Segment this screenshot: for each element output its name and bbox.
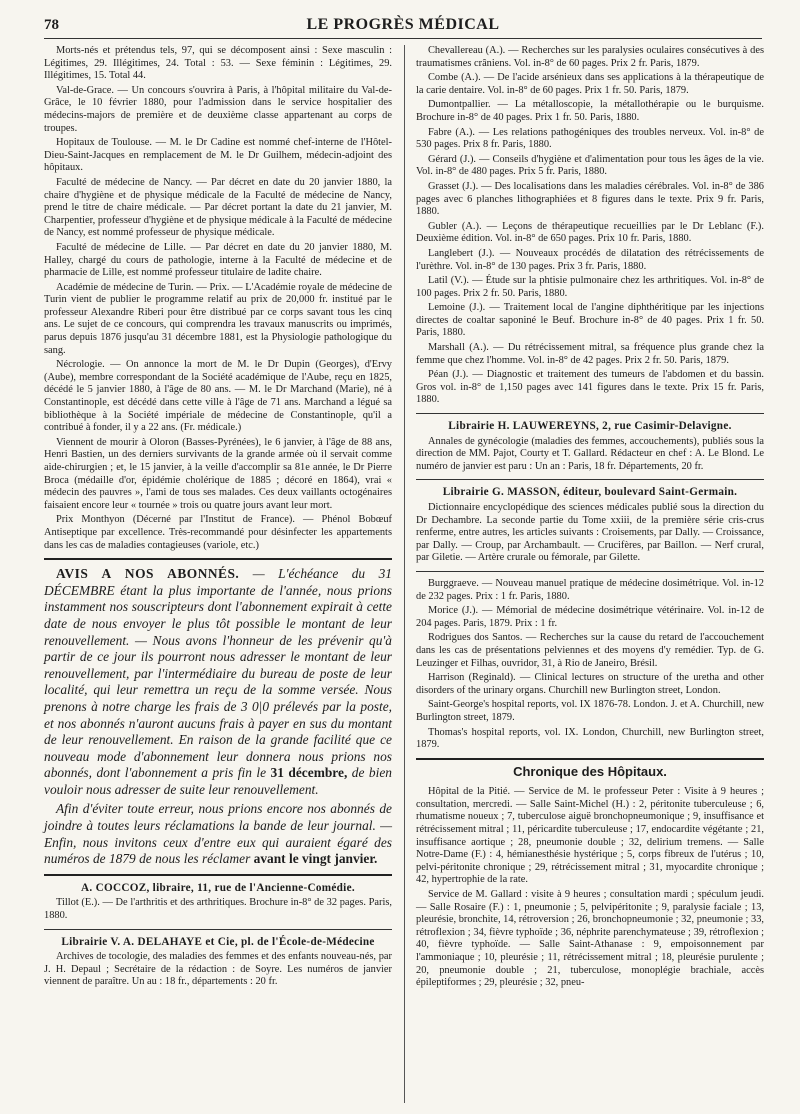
book-listing: Gubler (A.). — Leçons de thérapeutique recueillies par le Dr Leblanc (F.). Deuxième édition. Vol. in-8° de 650 pages. Prix 10 fr. Paris, 1880. <box>416 220 764 245</box>
book-listing: Morice (J.). — Mémorial de médecine dosimétrique vétérinaire. Vol. in-12 de 204 pages. Paris, 1879. Prix : 1 fr. <box>416 605 764 629</box>
book-listing: Burggraeve. — Nouveau manuel pratique de médecine dosimétrique. Vol. in-12 de 232 pages. Prix : 1 fr. Paris, 1880. <box>416 577 764 602</box>
ad-phenol-bobœuf: Prix Monthyon (Décerné par l'Institut de France). — Phénol Bobœuf Antiseptique par excellence. Très-recommandé pour désinfecter les appartements dans les cas de maladies contagieuses (variole, etc.) <box>44 514 392 551</box>
hospital-chronicle-gallard: Service de M. Gallard : visite à 9 heures ; consultation mardi ; spéculum jeudi. — Salle Rosaire (F.) : 1, pneumonie ; 5, pelvipéritonite ; 9, paralysie faciale ; 13, pleurésie, bronchite, 14, rétroversion ; 26, bronchopneumonie ; 32, pneumonie ; 33, rétroflexion ; 34, fièvre typhoïde ; 36, néphrite parenchymateuse ; 39, rétroflexion ; 40, fièvre typhoïde. — Salle Saint-Athanase : 9, empoisonnement par l'ammoniaque ; 10, pleurésie ; 11, rétrécissement mitral ; 18, pleurésie purulente ; 20, pneumonie double ; 21, tuberculose, monoplégie brachiale, accès épileptiformes ; 29, pleurésie ; 32, pneu- <box>416 889 764 989</box>
section-rule <box>416 571 764 572</box>
bookseller-delahaye: Librairie V. A. DELAHAYE et Cie, pl. de l'École-de-Médecine <box>61 935 375 948</box>
column-divider <box>404 45 405 1103</box>
news-nancy: Faculté de médecine de Nancy. — Par décret en date du 20 janvier 1880, la chaire d'hygiène et de physique médicale de la Faculté de médecine de Nancy, prend le titre de chaire médicale. — Par décret portant la date du 21 janvier, M. Charpentier, professeur d'hygiène et de physique médicale à la Faculté de médecine de Nancy, est nommé professeur de physique médicale. <box>44 176 392 239</box>
book-listing: Marshall (A.). — Du rétrécissement mitral, sa fréquence plus grande chez la femme que chez l'homme. Vol. in-8° de 42 pages. Prix 2 fr. 50. Paris, 1879. <box>416 342 764 366</box>
right-column <box>416 45 764 992</box>
book-listing: Thomas's hospital reports, vol. IX. London, Churchill, new Burlington street, 1879. <box>416 726 764 751</box>
notice-deadline-2: avant le vingt janvier. <box>253 851 378 867</box>
book-listing: Rodrigues dos Santos. — Recherches sur la cause du retard de l'accouchement dans les cas de présentations pelviennes et des moyens d'y remédier. Typ. de G. Leuzinger et Filhas, ouvridor, 31, à Rio de Janeiro, Brésil. <box>416 632 764 669</box>
page-header <box>44 14 762 39</box>
book-listing: Harrison (Reginald). — Clinical lectures on structure of the uretha and other disorders of the urinary organs. Churchill new Burlington street, London. <box>416 672 764 696</box>
book-listing: Lemoine (J.). — Traitement local de l'angine diphthéritique par les injections directes de coaltar saponiné le Beuf. Brochure in-8° de 40 pages. Prix 1 fr. 50. Paris, 1880. <box>416 302 764 339</box>
book-listing: Saint-George's hospital reports, vol. IX 1876-78. London. J. et A. Churchill, new Burlington street, 1879. <box>416 699 764 723</box>
hospital-chronicle-title: Chronique des Hôpitaux. <box>513 763 667 779</box>
bookseller-masson: Librairie G. MASSON, éditeur, boulevard Saint-Germain. <box>442 486 738 499</box>
section-rule <box>44 558 392 560</box>
notice-title: AVIS A NOS ABONNÉS. <box>56 566 240 582</box>
book-listing: Dictionnaire encyclopédique des sciences médicales publié sous la direction du Dr Dechambre. La seconde partie du Tome xxiii, de la première série cris-crus renferme, entre autres, les articles suivants : Croisements, par Dally. — Croissance, par Dally. — Croup, par Archambault. — Crucifères, par Baillon. — Nerf crural, par Giletie. — Artère crurale ou fémorale, par Gilette. <box>416 502 764 564</box>
notice-body-2: Afin d'éviter toute erreur, nous prions encore nos abonnés de joindre à toutes leurs réclamations la bande de leur journal. — Enfin, nous invitons ceux d'entre eux qui auraient égaré des numéros de 1879 de nous les réclamer <box>44 801 392 867</box>
page-number: 78 <box>44 17 59 33</box>
book-listing: Latil (V.). — Étude sur la phtisie pulmonaire chez les arthritiques. Vol. in-8° de 100 pages. Prix 2 fr. 50. Paris, 1880. <box>416 275 764 299</box>
hospital-chronicle-pitie: Hôpital de la Pitié. — Service de M. le professeur Peter : Visite à 9 heures ; consultation, mercredi. — Salle Saint-Michel (H.) : 2, péritonite tuberculeuse ; 6, rhumatisme noueux ; 7, tuberculose aiguë bronchopneumonique ; 9, insuffisance et rétrécissement mitral ; 11, péricardite tuberculeuse ; 17, endocardite végétante ; 21, insuffisance aortique ; 28, pneumonie double ; 32, delirium tremens. — Salle Notre-Dame (F.) : 4, hémianesthésie hystérique ; 5, corps fibreux de l'utérus ; 10, pelvi-péritonite chronique ; 29, rétrécissement mitral ; 31, myocardite chronique ; 42, hypertrophie de la rate. <box>416 786 764 886</box>
left-column <box>44 45 392 991</box>
columns <box>44 45 762 1105</box>
notice-deadline: 31 décembre, <box>270 765 348 781</box>
bookseller-lauwereyns: Librairie H. LAUWEREYNS, 2, rue Casimir-Delavigne. <box>448 420 732 433</box>
book-listing: Grasset (J.). — Des localisations dans les maladies cérébrales. Vol. in-8° de 386 pages avec 6 planches lithographiées et 8 figures dans le texte. Prix 9 fr. Paris, 1880. <box>416 180 764 218</box>
bookseller-coccoz: A. COCCOZ, libraire, 11, rue de l'Ancienne-Comédie. <box>81 881 355 894</box>
book-listing: Tillot (E.). — De l'arthritis et des arthritiques. Brochure in-8° de 32 pages. Paris, 1880. <box>44 897 392 922</box>
book-listing: Gérard (J.). — Conseils d'hygiène et d'alimentation pour tous les âges de la vie. Vol. in-8° de 480 pages. Prix 5 fr. Paris, 1880. <box>416 153 764 178</box>
book-listing: Langlebert (J.). — Nouveaux procédés de dilatation des rétrécissements de l'urèthre. Vol. in-8° de 130 pages. Prix 3 fr. Paris, 1880. <box>416 247 764 272</box>
news-stillbirths: Morts-nés et prétendus tels, 97, qui se décomposent ainsi : Sexe masculin : Légitimes, 29. Illégitimes, 24. Total : 53. — Sexe féminin : Légitimes, 29. Illégitimes, 15. Total 44. <box>44 45 392 82</box>
book-listing: Péan (J.). — Diagnostic et traitement des tumeurs de l'abdomen et du bassin. Gros vol. in-8° de 1,150 pages avec 141 figures dans le texte. Prix 15 fr. Paris, 1880. <box>416 369 764 406</box>
news-oloron: Viennent de mourir à Oloron (Basses-Pyrénées), le 6 janvier, à l'âge de 88 ans, Henri Bastien, un des derniers survivants de la grande armée où il servait comme aide-chirurgien ; et, le 15 janvier, à la veille d'accomplir sa 81e année, le Dr Pierre Broca (médaille d'or, épidémie cholérique de 1885 ; décoré en 1864), vrai « médecin des pauvres », l'ami de tous ses malades. Ces deux vaillants octogénaires faisaient encore leur « tournée » trois ou quatre jours avant leur mort. <box>44 436 392 511</box>
section-rule <box>44 874 392 876</box>
news-toulouse: Hopitaux de Toulouse. — M. le Dr Cadine est nommé chef-interne de l'Hôtel-Dieu-Saint-Jacques en remplacement de M. le Dr Guilhem, médecin-adjoint des hôpitaux. <box>44 137 392 174</box>
notice-body-1: — L'échéance du 31 DÉCEMBRE étant la plus importante de l'année, nous prions instamment nos souscripteurs dont l'abonnement expirait à cette date de nous envoyer le plus tôt possible le montant de leur renouvellement. — Nous avons l'honneur de les prévenir qu'à partir de ce jour ils pourront nous adresser le montant de leur renouvellement, par l'intermédiaire du bureau de poste de leur localité, qui leur remettra un reçu de la somme versée. Nous prenons à notre charge les frais de 3 0|0 prélevés par la poste, et nos abonnés n'auront aucuns frais à payer en sus du montant de leur renouvellement. En raison de la grande facilité que ce nouveau mode d'abonnement leur donnera nous prions nos abonnés, dont l'abonnement a pris fin le <box>44 566 392 781</box>
subscriber-notice <box>44 566 392 868</box>
journal-title: LE PROGRÈS MÉDICAL <box>306 16 500 33</box>
book-listing: Annales de gynécologie (maladies des femmes, accouchements), publiés sous la direction de MM. Pajot, Courty et T. Gallard. Rédacteur en chef : A. Le Blond. Le numéro de janvier est paru : Un an : Paris, 18 fr. Départements, 20 fr. <box>416 435 764 472</box>
news-turin: Académie de médecine de Turin. — Prix. — L'Académie royale de médecine de Turin vient de publier le programme relatif au prix de 20,000 fr. institué par le professeur Alexandre Riberi pour être distribué par ce corps savant tous les cinq ans. Le sujet de ce concours, qui comprendra les travaux manuscrits ou imprimés, parus depuis 1876 jusqu'au 31 décembre 1881, est la Physiologie pathologique du sang. <box>44 281 392 356</box>
notice-body-1-end: de bien vouloir nous adresser de suite leur renouvellement. <box>44 765 392 797</box>
news-val-de-grace: Val-de-Grace. — Un concours s'ouvrira à Paris, à l'hôpital militaire du Val-de-Grâce, le 10 février 1880, pour l'admission dans le service hospitalier des médecins-majors de première et de deuxième classe appartenant au corps de troupes. <box>44 84 392 134</box>
book-listing: Archives de tocologie, des maladies des femmes et des enfants nouveau-nés, par J. H. Depaul ; Secrétaire de la rédaction : de Soyre. Les numéros de janvier viennent de paraître. Un au : 18 fr., départements : 20 fr. <box>44 951 392 988</box>
section-rule <box>416 479 764 480</box>
book-listing: Dumontpallier. — La métalloscopie, la métallothérapie ou le burquisme. Brochure in-8° de 40 pages. Prix 1 fr. 50. Paris, 1880. <box>416 99 764 123</box>
news-lille: Faculté de médecine de Lille. — Par décret en date du 20 janvier 1880, M. Halley, chargé du cours de pathologie, interne à la Faculté de médecine et de pharmacie de Lille, est nommé professeur titulaire de ladite chaire. <box>44 241 392 279</box>
section-rule <box>44 929 392 930</box>
news-necrology: Nécrologie. — On annonce la mort de M. le Dr Dupin (Georges), d'Ervy (Aube), membre correspondant de la Société académique de l'Aube, reçu en 1825, décédé le 5 janvier 1880, à l'âge de 80 ans. — M. le Dr Marchand (Marie), né à Constantinople, est décédé dans cette ville à l'âge de 71 ans. Marchand a légué sa bibliothèque à la Société impériale de médecine de Constantinople, qu'il a contribué à fonder, il y a 22 ans. (Fr. médicale.) <box>44 359 392 434</box>
book-listing: Combe (A.). — De l'acide arsénieux dans ses applications à la thérapeutique de la carie dentaire. Vol. in-8° de 60 pages. Prix 1 fr. 50. Paris, 1879. <box>416 72 764 96</box>
section-rule <box>416 758 764 760</box>
section-rule <box>416 413 764 414</box>
book-listing: Fabre (A.). — Les relations pathogéniques des troubles nerveux. Vol. in-8° de 530 pages. Prix 8 fr. Paris, 1880. <box>416 126 764 151</box>
book-listing: Chevallereau (A.). — Recherches sur les paralysies oculaires consécutives à des traumatismes crâniens. Vol. in-8° de 60 pages. Prix 2 fr. Paris, 1879. <box>416 45 764 69</box>
